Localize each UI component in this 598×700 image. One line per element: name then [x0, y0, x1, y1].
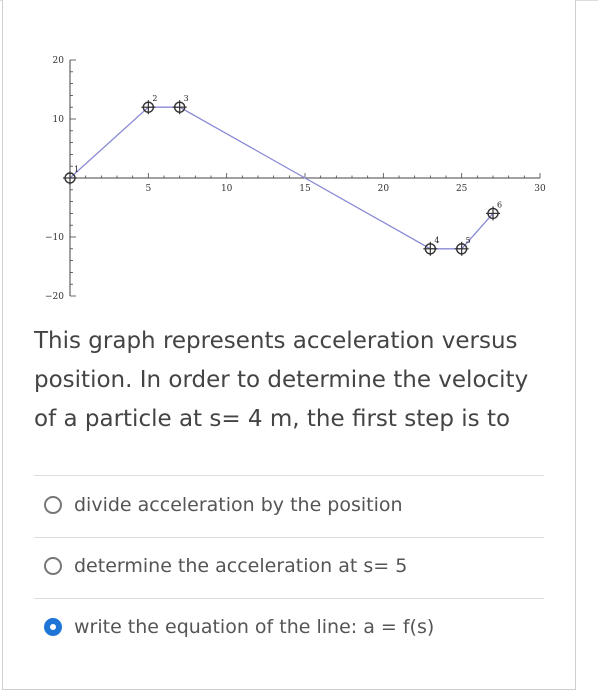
data-point-label-4: 4: [434, 235, 440, 245]
acceleration-position-chart: [40, 40, 550, 310]
x-tick-label-10: 10: [220, 184, 233, 194]
data-point-label-5: 5: [465, 235, 471, 245]
radio-button-1[interactable]: [44, 496, 62, 514]
option-determine-acceleration[interactable]: [34, 546, 544, 586]
data-point-label-6: 6: [497, 200, 503, 210]
data-point-label-2: 2: [152, 94, 158, 104]
option-write-equation[interactable]: [34, 607, 544, 647]
y-tick-label--20: −20: [45, 292, 64, 302]
x-tick-label-5: 5: [145, 184, 152, 194]
radio-button-3-selected[interactable]: [44, 618, 62, 636]
y-tick-label--10: −10: [45, 233, 64, 243]
x-tick-label-25: 25: [455, 184, 468, 194]
x-tick-label-20: 20: [377, 184, 390, 194]
y-tick-label-20: 20: [52, 56, 64, 66]
divider-1: [34, 475, 544, 476]
option-label-2: determine the acceleration at s= 5: [74, 555, 408, 577]
option-label-1: divide acceleration by the position: [74, 494, 403, 516]
radio-button-2[interactable]: [44, 557, 62, 575]
option-divide-acceleration[interactable]: [34, 485, 544, 525]
x-tick-label-15: 15: [299, 184, 311, 194]
x-tick-label-30: 30: [534, 184, 546, 194]
option-label-3: write the equation of the line: a = f(s): [74, 616, 435, 638]
divider-3: [34, 598, 544, 599]
y-tick-label-10: 10: [52, 115, 64, 125]
data-point-label-3: 3: [183, 94, 189, 104]
divider-2: [34, 537, 544, 538]
data-point-label-1: 1: [74, 165, 80, 174]
question-text: This graph represents acceleration versus position. In order to determine the velocity of a particle at s= 4 m, the first step is to: [34, 328, 529, 432]
